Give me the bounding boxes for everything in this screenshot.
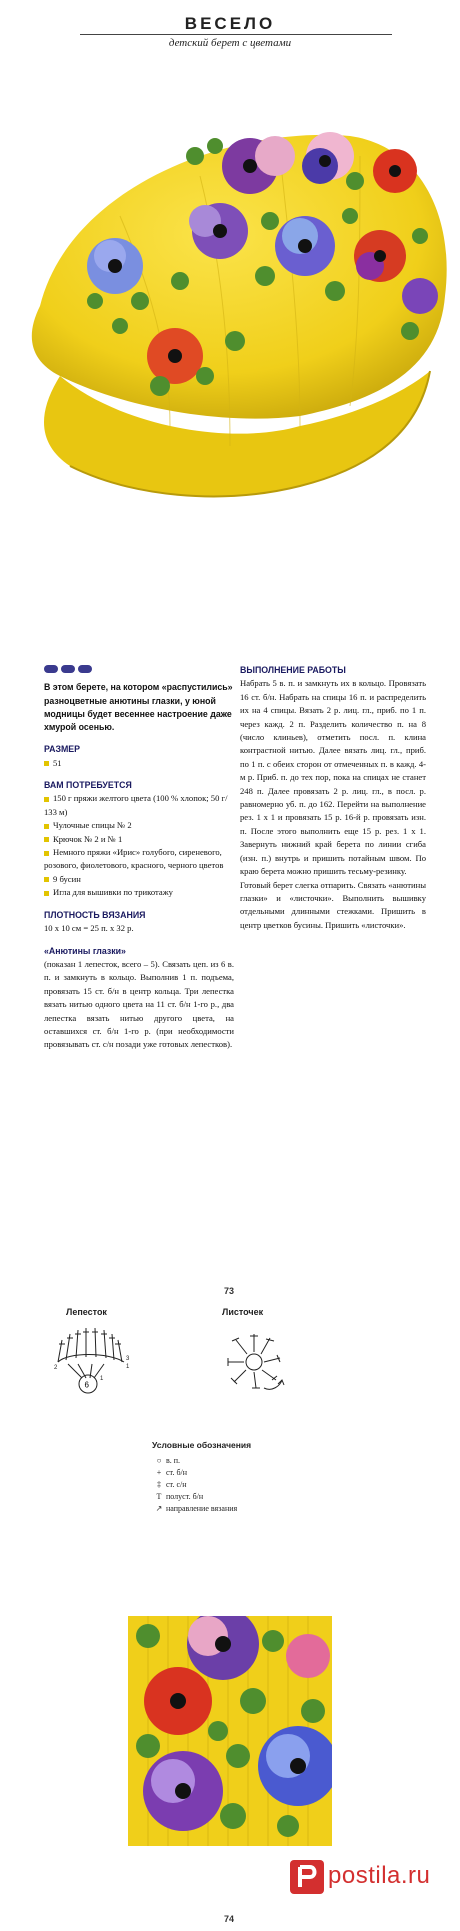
right-column <box>240 664 426 932</box>
watermark-logo <box>290 1858 460 1898</box>
intro-text: В этом берете, на котором «распустились» разноцветные анютины глазки, у юной модницы будет весеннее настроение даже хмурой осенью. <box>44 682 233 733</box>
ring-count-label: 6 <box>84 1380 89 1390</box>
double-crochet-icon: ‡ <box>157 1480 161 1489</box>
legend-item: ↗ направление вязания <box>152 1503 352 1515</box>
postila-logo-icon <box>290 1860 324 1894</box>
bullet-icon <box>44 837 49 842</box>
page-number: 74 <box>224 1914 235 1924</box>
left-column <box>44 664 234 1052</box>
row-mark: 1 <box>126 1364 130 1370</box>
row-mark: 1 <box>100 1376 104 1382</box>
page-title: ВЕСЕЛО <box>184 14 276 33</box>
leaf-label: Листочек <box>222 1307 264 1317</box>
pill-decoration <box>44 664 96 674</box>
gauge-value: 10 х 10 см = 25 п. х 32 р. <box>44 923 134 934</box>
bullet-icon <box>44 891 49 896</box>
flowers-closeup-photo <box>128 1616 332 1846</box>
single-crochet-icon: + <box>156 1468 162 1477</box>
materials-list <box>44 792 234 899</box>
size-value-row <box>44 757 234 770</box>
list-item: Немного пряжи «Ирис» голубого, сиреневого, розового, фиолетового, красного, черного цветов <box>44 847 224 871</box>
list-item: Чулочные спицы № 2 <box>44 819 234 832</box>
legend-heading: Условные обозначения <box>152 1440 252 1450</box>
watermark-text: postila.ru <box>328 1862 431 1889</box>
legend-item: T полуст. б/н <box>152 1491 352 1503</box>
pansies-text: (показан 1 лепесток, всего – 5). Связать цеп. из 6 в. п. и замкнуть в кольцо. Выполнив 1 п. подъема, провязать 15 ст. б/н в центр кольца. Три лепестка вязать нитью одного цвета на 11 ст. б/н 1-го р., два лепестка вязать нитью другого цвета, на оставшихся ст. б/н 1-го р. (при необходимости провязывать ст. с/н позади уже готовых лепестков). <box>44 958 234 1050</box>
beret-photo <box>0 126 460 528</box>
size-heading: РАЗМЕР <box>44 744 81 755</box>
pansies-heading: «Анютины глазки» <box>44 945 126 956</box>
finishing-text: Готовый берет слегка отпарить. Связать «анютины глазки» и «листочки». Выполнить вышивку отдельными длинными стежками. Пришить в центр цветков бусины. Пришить «листочки». <box>240 879 426 930</box>
instructions-text: Набрать 5 в. п. и замкнуть их в кольцо. Провязать 16 ст. б/н. Набрать на спицы 16 п. и распределить их на 4 спицы. Вязать 2 р. лиц. гл., приб. по 1 п. через кажд. 2 п. Разделить количество п. на 8 (число клиньев), отметить посл. п. клина контрастной нитью. Далее вязать лиц. гл., приб. по 1 п. с обеих сторон от отмеченных п. в кажд. 4-м р. Приб. п. до тех пор, пока на спицах не станет 248 п. Далее провязать 2 р. лиц. гл., в посл. р. равномерно уб. п. до 162. Перейти на выполнение рез. 1 х 1 и провязать 15 р. 16-й р. провязать изн. п. После этого выполнить еще 15 р. рез. 1 х 1. Завернуть нижний край берета по линии сгиба (изн. п.) внутрь и пришить потайным швом. По краю берета можно пришить тесьму-резинку. <box>240 678 426 877</box>
petal-diagram <box>48 1322 148 1412</box>
petal-label: Лепесток <box>66 1307 107 1317</box>
legend-item: + ст. б/н <box>152 1467 352 1479</box>
bullet-icon <box>44 851 49 856</box>
half-double-icon: T <box>156 1492 162 1501</box>
gauge-heading: ПЛОТНОСТЬ ВЯЗАНИЯ <box>44 909 146 920</box>
page-subtitle: детский берет с цветами <box>168 37 292 49</box>
row-mark: 3 <box>126 1356 130 1362</box>
bullet-icon <box>44 761 49 766</box>
instructions-heading: ВЫПОЛНЕНИЕ РАБОТЫ <box>240 665 346 675</box>
direction-arrow-icon: ↗ <box>155 1504 163 1513</box>
bullet-icon <box>44 797 49 802</box>
materials-heading: ВАМ ПОТРЕБУЕТСЯ <box>44 780 132 791</box>
title-divider <box>80 34 392 35</box>
size-value: 51 <box>53 757 62 768</box>
list-item: Игла для вышивки по трикотажу <box>44 886 234 899</box>
legend-list <box>152 1455 352 1515</box>
list-item: 9 бусин <box>44 873 234 886</box>
bullet-icon <box>44 877 49 882</box>
list-item: 150 г пряжи желтого цвета (100 % хлопок; 50 г/ 133 м) <box>44 793 228 817</box>
legend-item: ‡ ст. с/н <box>152 1479 352 1491</box>
page-number: 73 <box>224 1286 235 1296</box>
bullet-icon <box>44 824 49 829</box>
chain-stitch-icon: ○ <box>156 1456 162 1465</box>
legend-item: ○ в. п. <box>152 1455 352 1467</box>
leaf-diagram <box>218 1322 298 1402</box>
list-item: Крючок № 2 и № 1 <box>44 833 234 846</box>
row-mark: 2 <box>54 1365 58 1371</box>
